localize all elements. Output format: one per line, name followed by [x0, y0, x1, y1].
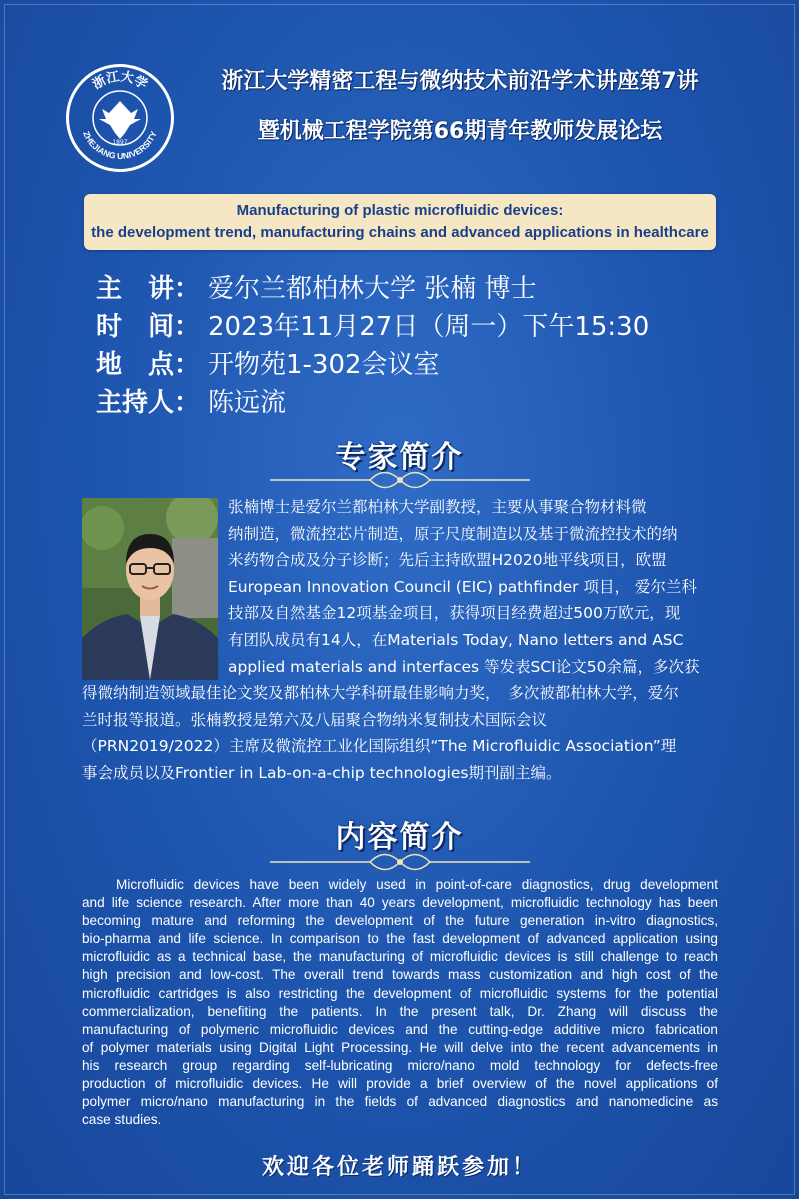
- logo-text-top: 浙江大学: [90, 69, 150, 93]
- abstract-line: Microfluidic devices have been widely used in point-of-care diagnostics, drug development: [116, 877, 718, 892]
- abstract-line: bio-pharma and life science. In comparison to the fast development of advanced application using: [82, 931, 718, 947]
- bio-line: European Innovation Council (EIC) pathfinder 项目， 爱尔兰科: [228, 577, 697, 596]
- abstract-line: polymer micro/nano manufacturing in the fields of advanced diagnostics and nanomedicine as: [82, 1094, 718, 1110]
- logo-year: 1897: [112, 139, 128, 146]
- abstract-line: high precision and low-cost. The overall trend towards mass customization and high cost of the: [82, 967, 718, 983]
- logo-text-bottom: ZHEJIANG UNIVERSITY: [81, 129, 159, 162]
- bio-line: 兰时报等报道。张楠教授是第六及八届聚合物纳米复制技术国际会议: [82, 710, 548, 729]
- poster-title-line2: 暨机械工程学院第66期青年教师发展论坛: [257, 119, 663, 144]
- info-row-host: [96, 384, 736, 422]
- info-value: 2023年11月27日（周一）下午15:30: [208, 312, 650, 342]
- info-value: 陈远流: [208, 388, 287, 418]
- abstract-heading: 内容简介: [335, 820, 464, 855]
- bio-line: 有团队成员有14人，在Materials Today, Nano letters and ASC: [228, 630, 684, 649]
- abstract-line: case studies.: [82, 1112, 162, 1128]
- info-value: 开物苑1-302会议室: [208, 350, 440, 380]
- bio-line: 米药物合成及分子诊断；先后主持欧盟H2020地平线项目，欧盟: [228, 551, 667, 570]
- bio-line: 张楠博士是爱尔兰都柏林大学副教授，主要从事聚合物材料微: [228, 498, 647, 516]
- info-label: 时 间：: [96, 312, 201, 342]
- abstract-line: of polymer materials using Digital Light Processing. He will delve into the recent advancements in: [82, 1039, 718, 1055]
- info-row-time: [96, 308, 736, 346]
- info-value: 爱尔兰都柏林大学 张楠 博士: [208, 274, 537, 304]
- ornament-divider-icon: [270, 850, 530, 874]
- bio-line: applied materials and interfaces 等发表SCI论文50余篇，多次获: [228, 657, 700, 676]
- abstract-line: his research group regarding self-lubricating micro/nano mold technology for defects-free: [82, 1057, 718, 1073]
- bio-heading: 专家简介: [335, 440, 464, 475]
- talk-topic-box: [84, 194, 716, 250]
- abstract-line: commercialization, benefiting the patients. In the present talk, Dr. Zhang will discuss the: [82, 1003, 718, 1019]
- poster-title-line1: 浙江大学精密工程与微纳技术前沿学术讲座第7讲: [221, 69, 699, 94]
- bio-line: 得微纳制造领域最佳论文奖及都柏林大学科研最佳影响力奖， 多次被都柏林大学，爱尔: [82, 684, 679, 703]
- bio-line: 事会成员以及Frontier in Lab-on-a-chip technologies期刊副主编。: [82, 763, 562, 782]
- university-logo-icon: [66, 64, 174, 172]
- abstract-line: becoming mature and reforming the development of the future generation in-vitro diagnostics,: [82, 913, 718, 929]
- info-row-speaker: [96, 270, 736, 308]
- abstract-line: production of microfluidic devices. He will provide a brief overview of the novel applications of: [82, 1076, 718, 1092]
- info-label: 主持人：: [96, 388, 201, 418]
- event-info: [96, 270, 736, 422]
- abstract-line: manufacturing of polymeric microfluidic devices and the cutting-edge additive micro fabrication: [82, 1021, 718, 1037]
- abstract-line: microfluidic cartridges is also restricting the development of microfluidic systems for the potential: [82, 985, 718, 1001]
- talk-abstract: [82, 876, 718, 1129]
- abstract-line: and life science research. After more than 40 years development, microfluidic technology has been: [82, 895, 718, 911]
- talk-topic-line1: Manufacturing of plastic microfluidic devices:: [236, 202, 564, 219]
- speaker-bio: [82, 494, 718, 787]
- info-label: 地 点：: [96, 350, 201, 380]
- bio-line: 纳制造，微流控芯片制造，原子尺度制造以及基于微流控技术的纳: [228, 524, 678, 543]
- abstract-line: microfluidic as a technical base, the manufacturing of microfluidic devices is still challenge to reach: [82, 949, 718, 965]
- ornament-divider-icon: [270, 468, 530, 492]
- info-label: 主 讲：: [96, 274, 201, 304]
- bio-line: 技部及自然基金12项基金项目，获得项目经费超过500万欧元，现: [228, 604, 681, 623]
- welcome-footer: 欢迎各位老师踊跃参加！: [261, 1155, 537, 1180]
- info-row-location: [96, 346, 736, 384]
- talk-topic-line2: the development trend, manufacturing chains and advanced applications in healthcare: [91, 224, 709, 241]
- bio-line: （PRN2019/2022）主席及微流控工业化国际组织“The Microfluidic Association”理: [82, 737, 677, 756]
